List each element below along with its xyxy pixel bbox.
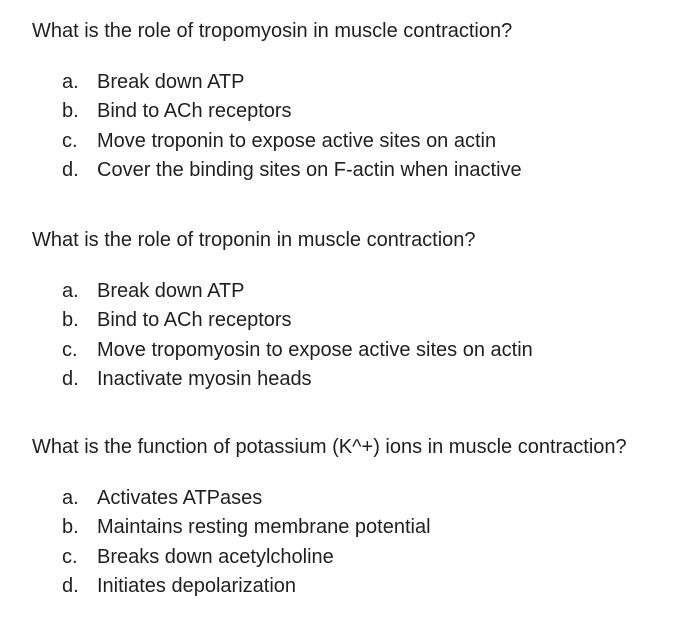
question-3-text: What is the function of potassium (K^+) ions in muscle contraction? (32, 436, 627, 458)
option-letter: c. (62, 129, 78, 152)
option-text: Break down ATP (97, 71, 245, 93)
question-3-option-c (62, 543, 431, 572)
option-text: Inactivate myosin heads (97, 367, 312, 390)
question-1 (32, 19, 692, 181)
option-letter: b. (62, 309, 79, 332)
question-1-option-c (62, 127, 522, 156)
question-2-option-a (62, 277, 533, 306)
option-letter: a. (62, 71, 79, 93)
option-letter: d. (62, 158, 79, 181)
option-text: Activates ATPases (97, 487, 263, 509)
option-text: Bind to ACh receptors (97, 309, 292, 332)
option-text: Maintains resting membrane potential (97, 516, 431, 539)
question-3-option-b (62, 513, 431, 542)
option-text: Break down ATP (97, 280, 245, 302)
question-2-option-c (62, 336, 533, 365)
option-letter: c. (62, 545, 78, 568)
question-1-option-b (62, 97, 522, 126)
question-3-options (62, 484, 431, 601)
option-text: Cover the binding sites on F-actin when inactive (97, 158, 522, 181)
option-letter: a. (62, 487, 79, 509)
option-letter: a. (62, 280, 79, 302)
question-2-text: What is the role of troponin in muscle contraction? (32, 229, 476, 251)
option-letter: b. (62, 516, 79, 539)
option-letter: b. (62, 100, 79, 123)
question-2-option-b (62, 306, 533, 335)
question-3 (32, 435, 692, 597)
option-text: Bind to ACh receptors (97, 100, 292, 123)
question-2-option-d (62, 365, 533, 394)
option-text: Move tropomyosin to expose active sites on actin (97, 338, 533, 361)
option-letter: c. (62, 338, 78, 361)
question-1-option-d (62, 156, 522, 185)
question-1-text: What is the role of tropomyosin in muscle contraction? (32, 20, 513, 42)
option-letter: d. (62, 574, 79, 597)
option-text: Move troponin to expose active sites on actin (97, 129, 497, 152)
question-3-option-d (62, 572, 431, 601)
option-text: Initiates depolarization (97, 574, 297, 597)
question-2 (32, 228, 692, 390)
question-2-options (62, 277, 533, 394)
question-1-options (62, 68, 522, 185)
question-3-option-a (62, 484, 431, 513)
option-letter: d. (62, 367, 79, 390)
question-1-option-a (62, 68, 522, 97)
option-text: Breaks down acetylcholine (97, 545, 334, 568)
